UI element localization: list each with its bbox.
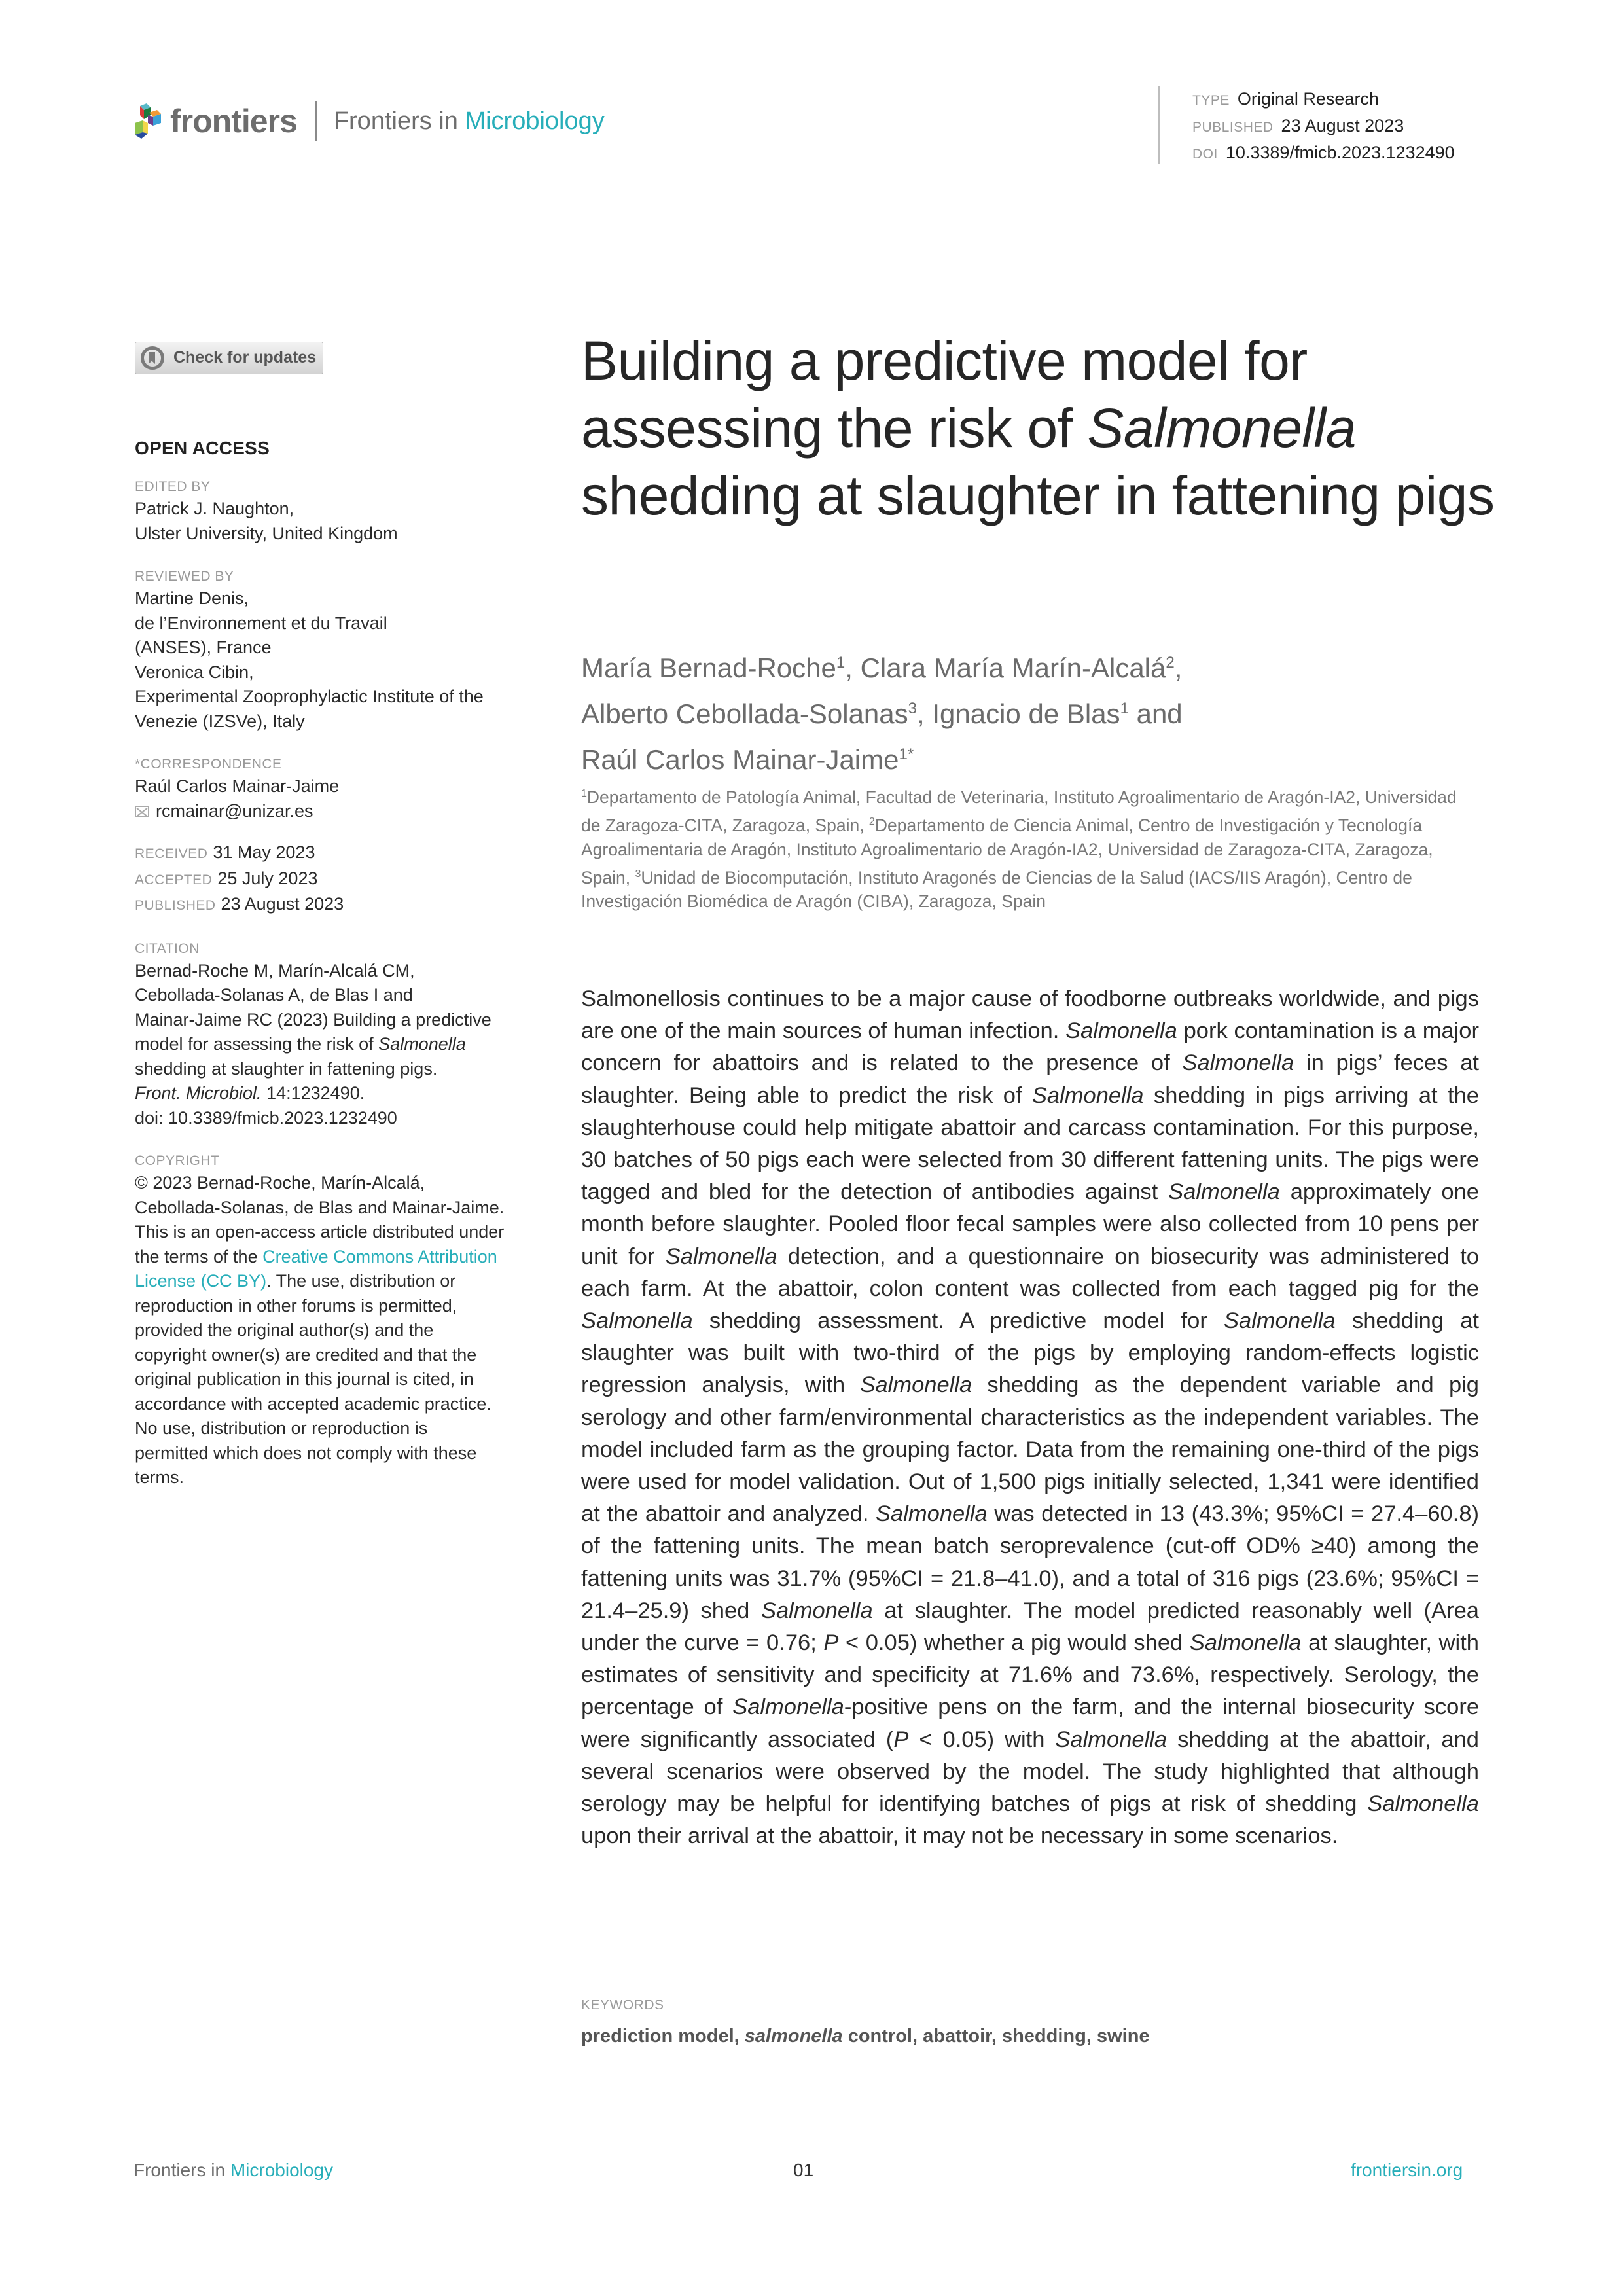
abstract-italic: P [823, 1630, 839, 1656]
brand-name: frontiers [170, 103, 297, 139]
footer-journal[interactable]: Frontiers in Microbiology [134, 2160, 333, 2180]
published-date: PUBLISHED 23 August 2023 [135, 894, 344, 914]
cc-license-link[interactable]: Creative Commons Attribution [262, 1246, 497, 1266]
abstract-text: shedding assessment. A predictive model for [692, 1308, 1224, 1334]
abstract-text: upon their arrival at the abattoir, it may not be necessary in some scenarios. [581, 1823, 1338, 1849]
accepted-date: ACCEPTED 25 July 2023 [135, 868, 318, 888]
abstract-text: detection, and a questionnaire on biosecurity was administered to each farm. At the abattoir, colon content was collected from each tagged pig for the [581, 1244, 1479, 1301]
abstract-italic: Salmonella [1367, 1791, 1479, 1817]
author[interactable]: Raúl Carlos Mainar-Jaime$^{1*}$ [581, 744, 914, 775]
check-for-updates-button[interactable]: Check for updates [135, 342, 323, 374]
frontiers-logo-icon [134, 101, 164, 141]
abstract-text: was detected in 13 (43.3%; 95%CI = 27.4–60.8) of the fattening units. The mean batch seroprevalence (cut-off OD% ≥40) among the fattening units was 31.7% (95%CI = 21.8–41.0), and a total of 316 pigs (23.6%; 95%CI = 21.4–25.9) shed [581, 1501, 1480, 1623]
copyright-label: COPYRIGHT [135, 1153, 220, 1168]
abstract-text: < 0.05) whether a pig would shed [838, 1630, 1190, 1656]
article-published: PUBLISHED 23 August 2023 [1192, 116, 1404, 135]
abstract-italic: Salmonella [760, 1598, 873, 1623]
author[interactable]: María Bernad-Roche$^1$ [581, 653, 846, 683]
abstract-text: shedding at slaughter was built with two-third of the pigs by employing random-effects logistic regression analysis, with [581, 1308, 1479, 1398]
keywords: prediction model, salmonella control, abattoir, shedding, swine [581, 2026, 1150, 2047]
abstract-italic: Salmonella [1224, 1308, 1336, 1334]
cc-license-link-cont[interactable]: License (CC BY) [135, 1271, 267, 1291]
edited-by-label: EDITED BY [135, 479, 211, 494]
author[interactable]: Clara María Marín-Alcalá$^2$ [860, 653, 1175, 683]
keywords-label: KEYWORDS [581, 1998, 664, 2013]
article-type: TYPE Original Research [1192, 89, 1379, 109]
brand-divider [315, 101, 317, 141]
article-doi: DOI 10.3389/fmicb.2023.1232490 [1192, 143, 1455, 162]
copyright: © 2023 Bernad-Roche, Marín-Alcalá, Cebollada-Solanas, de Blas and Mainar-Jaime. This is an open-access article distributed under the terms of the Creative Commons Attribution License (CC BY). The use, distribution or reproduction in other forums is permitted, provided the original author(s) and the copyright owner(s) are credited and that the original publication in this journal is cited, in accordance with accepted academic practice. No use, distribution or reproduction is permitted which does not comply with these terms. [135, 1173, 505, 1487]
journal-name: Frontiers in Microbiology [333, 107, 605, 135]
page-number: 01 [793, 2160, 814, 2180]
abstract-italic: Salmonella [1031, 1083, 1144, 1108]
correspondence: Raúl Carlos Mainar-Jaime rcmainar@unizar.es [135, 776, 340, 821]
abstract [581, 983, 1479, 1852]
abstract-italic: Salmonella [732, 1695, 844, 1720]
abstract-italic: Salmonella [581, 1308, 693, 1334]
doi-link[interactable]: 10.3389/fmicb.2023.1232490 [1225, 143, 1455, 162]
abstract-italic: Salmonella [860, 1372, 972, 1398]
abstract-text: at slaughter, with estimates of sensitivity and specificity at 71.6% and 73.6%, respectively. Serology, the percentage of [581, 1630, 1479, 1720]
author[interactable]: Alberto Cebollada-Solanas$^3$ [581, 698, 918, 729]
abstract-text: Salmonellosis continues to be a major cause of foodborne outbreaks worldwide, and pigs are one of the main sources of human infection. [581, 986, 1479, 1044]
dates [135, 840, 554, 918]
abstract-italic: Salmonella [665, 1244, 777, 1269]
abstract-text: shedding in pigs arriving at the slaughterhouse could help mitigate abattoir and carcass contamination. For this purpose, 30 batches of 50 pigs each were selected from 30 different fattening units. The pigs were tagged and bled for the detection of antibodies against [581, 1083, 1479, 1205]
article-title: Building a predictive model for assessing the risk of Salmonella shedding at slaughter in fattening pigs [581, 330, 1495, 526]
abstract-text: shedding at the abattoir, and several scenarios were observed by the model. The study highlighted that although serology may be helpful for identifying batches of pigs at risk of shedding [581, 1727, 1479, 1817]
open-access-label: OPEN ACCESS [135, 437, 270, 458]
abstract-italic: Salmonella [1065, 1018, 1177, 1044]
abstract-text: in pigs’ feces at slaughter. Being able to predict the risk of [581, 1050, 1479, 1108]
author[interactable]: Ignacio de Blas$^1$ [932, 698, 1129, 729]
received-date: RECEIVED 31 May 2023 [135, 842, 315, 862]
abstract-text: -positive pens on the farm, and the internal biosecurity score were significantly associated ( [581, 1695, 1480, 1752]
abstract-text: shedding as the dependent variable and pig serology and other farm/environmental characteristics as the independent variables. The model included farm as the grouping factor. Data from the remaining one-third of the pigs were used for model validation. Out of 1,500 pigs initially selected, 1,341 were identified at the abattoir and analyzed. [581, 1372, 1479, 1527]
reviewers: Martine Denis, de l’Environnement et du Travail (ANSES), France Veronica Cibin, Experimental Zooprophylactic Institute of the Venezie (IZSVe), Italy [135, 588, 484, 731]
abstract-italic: Salmonella [1182, 1050, 1294, 1076]
journal-logo[interactable] [134, 98, 605, 144]
abstract-text: at slaughter. The model predicted reasonably well (Area under the curve = 0.76; [581, 1598, 1479, 1656]
citation: Bernad-Roche M, Marín-Alcalá CM, Cebollada-Solanas A, de Blas I and Mainar-Jaime RC (2023) Building a predictive model for assessing the risk of Salmonella shedding at slaughter in fattening pigs. Front. Microbiol. 14:1232490. doi: 10.3389/fmicb.2023.1232490 [135, 960, 491, 1128]
abstract-italic: Salmonella [876, 1501, 988, 1527]
reviewed-by-label: REVIEWED BY [135, 569, 234, 584]
sidebar [135, 342, 554, 1490]
article-meta [1158, 86, 1455, 164]
email-link[interactable]: rcmainar@unizar.es [156, 800, 313, 821]
author-list: María Bernad-Roche$^1$, Clara María Marín-Alcalá$^2$, Alberto Cebollada-Solanas$^3$, Ignacio de Blas$^1$ and Raúl Carlos Mainar-Jaime$^{1*}$ [581, 653, 1183, 775]
abstract-text: pork contamination is a major concern for abattoirs and is related to the presence of [581, 1018, 1479, 1076]
abstract-italic: P [893, 1727, 909, 1752]
abstract-text: < 0.05) with [908, 1727, 1056, 1752]
abstract-text: approximately one month before slaughter. Pooled floor fecal samples were also collected from 10 pens per unit for [581, 1179, 1479, 1269]
mail-icon [135, 806, 149, 817]
footer-site-link[interactable]: frontiersin.org [1351, 2160, 1463, 2180]
citation-label: CITATION [135, 941, 200, 956]
affiliations: $^1$Departamento de Patología Animal, Facultad de Veterinaria, Instituto Agroalimentario de Aragón-IA2, Universidad de Zaragoza-CITA, Zaragoza, Spain, $^2$Departamento de Ciencia Animal, Centro de Investigación y Tecnología Agroalimentaria de Aragón, Instituto Agroalimentario de Aragón-IA2, Universidad de Zaragoza-CITA, Zaragoza, Spain, $^3$Unidad de Biocomputación, Instituto Aragonés de Ciencias de la Salud (IACS/IIS Aragón), Centro de Investigación Biomédica de Aragón (CIBA), Zaragoza, Spain [581, 787, 1457, 912]
abstract-italic: Salmonella [1055, 1727, 1168, 1752]
editor: Patrick J. Naughton, Ulster University, United Kingdom [135, 499, 398, 543]
abstract-italic: Salmonella [1189, 1630, 1302, 1656]
bookmark-icon [141, 346, 164, 370]
abstract-italic: Salmonella [1168, 1179, 1280, 1205]
correspondence-label: *CORRESPONDENCE [135, 757, 282, 772]
